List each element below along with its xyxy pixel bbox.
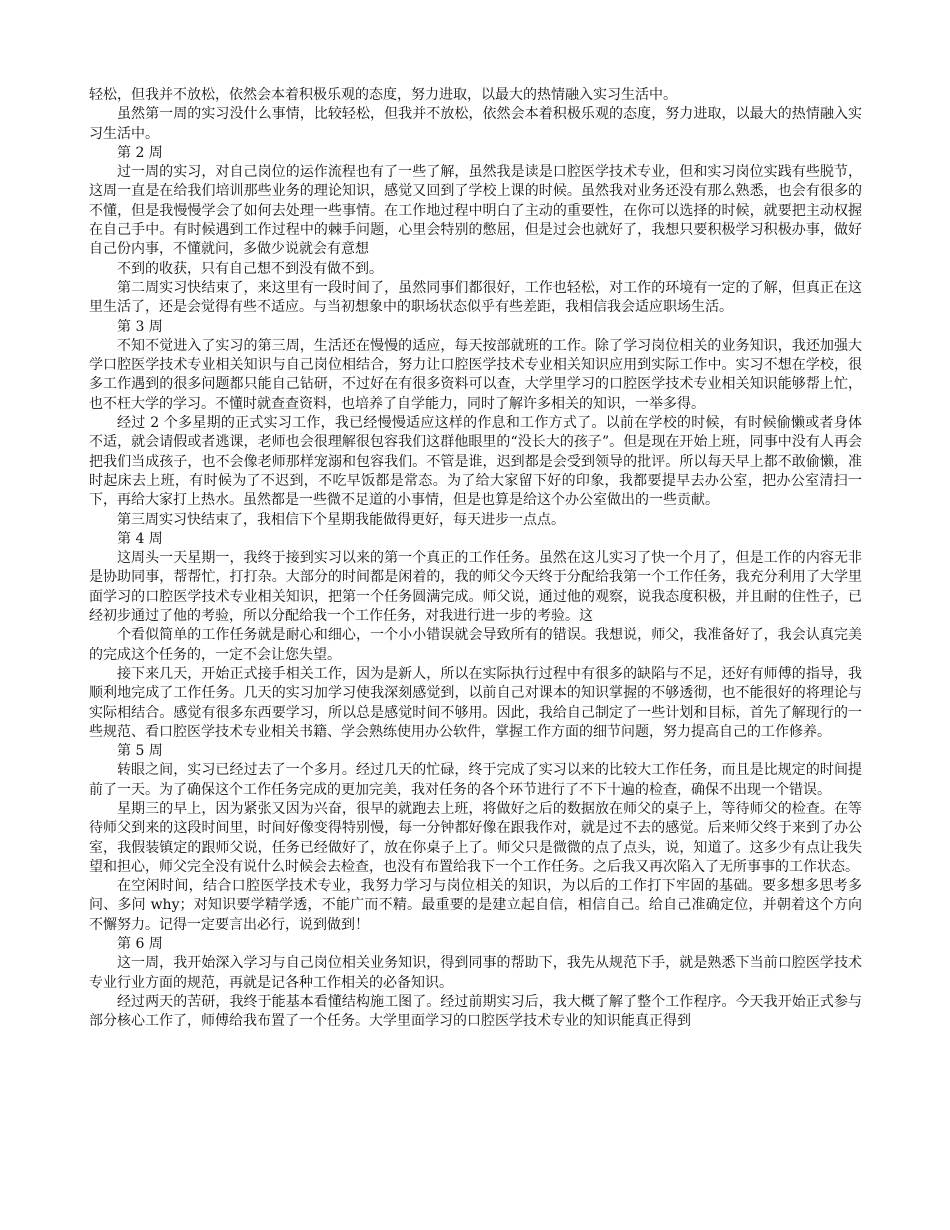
paragraph: 星期三的早上，因为紧张又因为兴奋，很早的就跑去上班，将做好之后的数据放在师父的桌子上，等待师父的检查。在等待师父到来的这段时间里，时间好像变得特别慢，每一分钟都好像在跟我作对，就是过不去的感觉。后来师父终于来到了办公室，我假装镇定的跟师父说，任务已经做好了，放在你桌子上了。师父只是微微的点了点头，说，知道了。这多少有点让我失望和担心，师父完全没有说什么时候会去检查，也没有布置给我下一个工作任务。之后我又再次陷入了无所事事的工作状态。 [89,800,862,875]
paragraph: 个看似简单的工作任务就是耐心和细心，一个小小错误就会导致所有的错误。我想说，师父，我准备好了，我会认真完美的完成这个任务的，一定不会让您失望。 [89,627,862,663]
paragraph: 这一周，我开始深入学习与自己岗位相关业务知识，得到同事的帮助下，我先从规范下手，就是熟悉下当前口腔医学技术专业行业方面的规范，再就是记各种工作相关的必备知识。 [89,955,862,991]
paragraph: 接下来几天，开始正式接手相关工作，因为是新人，所以在实际执行过程中有很多的缺陷与不足，还好有师傅的指导，我顺利地完成了工作任务。几天的实习加学习使我深刻感觉到，以前自己对课本的知识掌握的不够透彻，也不能很好的将理论与实际相结合。感觉有很多东西要学习，所以总是感觉时间不够用。因此，我给自己制定了一些计划和目标，首先了解现行的一些规范、看口腔医学技术专业相关书籍、学会熟练使用办公软件，掌握工作方面的细节问题，努力提高自己的工作修养。 [89,665,862,740]
paragraph: 经过 2 个多星期的正式实习工作，我已经慢慢适应这样的作息和工作方式了。以前在学校的时候，有时候偷懒或者身体不适，就会请假或者逃课，老师也会很理解很包容我们这群他眼里的“没长大的孩子”。但是现在开始上班，同事中没有人再会把我们当成孩子，也不会像老师那样宠溺和包容我们。不管是谁，迟到都是会受到领导的批评。所以每天早上都不敢偷懒，准时起床去上班，有时候为了不迟到，不吃早饭都是常态。为了给大家留下好的印象，我都要提早去办公室，把办公室清扫一下，再给大家打上热水。虽然都是一些微不足道的小事情，但是也算是给这个办公室做出的一些贡献。 [89,415,862,509]
week-heading: 第 6 周 [117,936,163,953]
paragraph: 虽然第一周的实习没什么事情，比较轻松，但我并不放松，依然会本着积极乐观的态度，努力进取，以最大的热情融入实习生活中。 [89,106,862,142]
week-heading: 第 2 周 [117,144,163,161]
paragraph: 转眼之间，实习已经过去了一个多月。经过几天的忙碌，终于完成了实习以来的比较大工作任务，而且是比规定的时间提前了一天。为了确保这个工作任务完成的更加完美，我对任务的各个环节进行了不下十遍的检查，确保不出现一个错误。 [89,762,862,798]
paragraph: 在空闲时间，结合口腔医学技术专业，我努力学习与岗位相关的知识，为以后的工作打下牢固的基础。要多想多思考多问、多问 why；对知识要学精学透，不能广而不精。最重要的是建立起自信，相信自己。给自己准确定位，并朝着这个方向不懈努力。记得一定要言出必行，说到做到！ [89,878,862,933]
week-heading: 第 4 周 [117,530,163,547]
paragraph: 第三周实习快结束了，我相信下个星期我能做得更好，每天进步一点点。 [117,511,565,528]
week-heading: 第 5 周 [117,743,163,760]
paragraph: 不到的收获，只有自己想不到没有做不到。 [117,260,383,277]
paragraph: 第二周实习快结束了，来这里有一段时间了，虽然同事们都很好，工作也轻松，对工作的环境有一定的了解，但真正在这里生活了，还是会觉得有些不适应。与当初想象中的职场状态似乎有些差距，我相信我会适应职场生活。 [89,279,862,316]
week-heading: 第 3 周 [117,318,163,335]
paragraph: 不知不觉进入了实习的第三周，生活还在慢慢的适应，每天按部就班的工作。除了学习岗位相关的业务知识，我还加强大学口腔医学技术专业相关知识与自己岗位相结合，努力让口腔医学技术专业相关知识应用到实际工作中。实习不想在学校，很多工作遇到的很多问题都只能自己钻研，不过好在有很多资料可以查，大学里学习的口腔医学技术专业相关知识能够帮上忙，也不枉大学的学习。不懂时就查查资料，也培养了自学能力，同时了解许多相关的知识，一举多得。 [89,337,862,412]
paragraph: 轻松，但我并不放松，依然会本着积极乐观的态度，努力进取，以最大的热情融入实习生活中。 [89,87,677,103]
paragraph: 过一周的实习，对自己岗位的运作流程也有了一些了解，虽然我是读是口腔医学技术专业，但和实习岗位实践有些脱节，这周一直是在给我们培训那些业务的理论知识，感觉又回到了学校上课的时候。虽然我对业务还没有那么熟悉，也会有很多的不懂，但是我慢慢学会了如何去处理一些事情。在工作地过程中明白了主动的重要性，在你可以选择的时候，就要把主动权握在自己手中。有时候遇到工作过程中的棘手问题，心里会特别的憋屈，但是过会也就好了，我想只要积极学习积极办事，做好自己份内事，不懂就问，多做少说就会有意想 [89,164,862,258]
paragraph: 这周头一天星期一，我终于接到实习以来的第一个真正的工作任务。虽然在这儿实习了快一个月了，但是工作的内容无非是协助同事，帮帮忙，打打杂。大部分的时间都是闲着的，我的师父今天终于分配给我第一个工作任务，我充分利用了大学里面学习的口腔医学技术专业相关知识，把第一个任务圆满完成。师父说，通过他的观察，说我态度积极，并且耐的住性子，已经初步通过了他的考验，所以分配给我一个工作任务，对我进行进一步的考验。这 [89,550,862,625]
paragraph: 经过两天的苦研，我终于能基本看懂结构施工图了。经过前期实习后，我大概了解了整个工作程序。今天我开始正式参与部分核心工作了，师傅给我布置了一个任务。大学里面学习的口腔医学技术专业的知识能真正得到 [89,993,862,1030]
